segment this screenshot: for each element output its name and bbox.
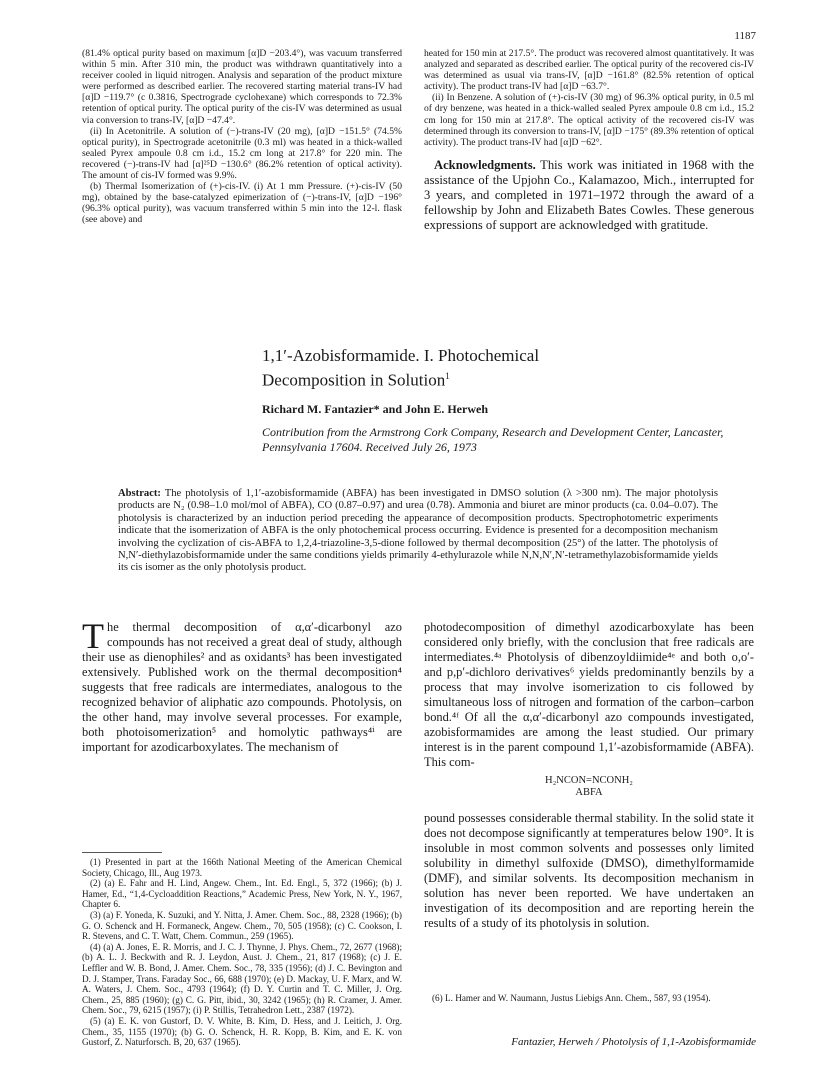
abfa-formula [424,775,754,799]
title-footnote-marker: 1 [445,371,450,381]
page-number: 1187 [734,30,756,42]
footnote: (5) (a) E. K. von Gustorf, D. V. White, B. Kim, D. Hess, and J. Leitich, J. Org. Chem., 35, 1155 (1970); (b) G. O. Schenck, H. R. Kopp, B. Kim, and E. K. von Gustorf, Z. Naturforsch. B, 20, 637 (1965). [82,1015,402,1048]
title-line-2: Decomposition in Solution$^1$ [262,370,450,390]
footnote-rule [82,852,162,853]
drop-cap: T [82,616,104,656]
prev-paragraph: (ii) In Acetonitrile. A solution of (−)-trans-IV (20 mg), [α]D −151.5° (74.5% optical purity), in Spectrograde acetonitrile (0.3 ml) was heated in a thick-walled sealed Pyrex ampoule 0.8 cm i.d., 15.2 cm long at 217.8° for 220 min. The recovered (−)-trans-IV had [α]²⁵D −130.6° (86.2% retention of optical activity). The amount of cis-IV formed was 9.9%. [82,125,402,182]
formula: H₂NCON=NCONH₂ [545,775,633,786]
running-footer: Fantazier, Herweh / Photolysis of 1,1-Azobisformamide [511,1036,756,1048]
prev-article-left-column [82,48,402,226]
body-text: pound possesses considerable thermal stability. In the solid state it does not decompose significantly at temperatures below 190°. It is insoluble in most common solvents and possesses only limited solubility in dimethyl sulfoxide (DMSO), dimethylformamide (DMF), and similar solvents. Its decomposition mechanism in solution has never been reported. We have undertaken an investigation of its decomposition and are reporting herein the results of a study of its photolysis in solution. [424,811,754,930]
footnote: (4) (a) A. Jones, E. R. Morris, and J. C. J. Thynne, J. Phys. Chem., 72, 2677 (1968); (b) A. L. J. Beckwith and R. J. Leydon, Aust. J. Chem., 21, 817 (1968); (c) J. E. Leffler and W. B. Bond, J. Amer. Chem. Soc., 78, 335 (1956); (d) J. C. Bevington and D. J. Stamper, Trans. Faraday Soc., 66, 688 (1970); (e) D. Mackay, U. F. Marx, and W. A. Waters, J. Chem. Soc., 4793 (1964); (f) D. Y. Curtin and T. C. Miller, J. Org. Chem., 25, 885 (1960); (g) C. G. Pitt, ibid., 30, 3242 (1965); (h) R. Cramer, J. Amer. Chem. Soc., 79, 6215 (1957); (i) P. Stillis, Tetrahedron Lett., 2387 (1972). [82,941,402,1016]
formula-label: ABFA [575,787,603,798]
footnotes-left [82,852,402,1048]
prev-article-right-column [424,48,754,233]
ack-text: This work was initiated in 1968 with the assistance of the Upjohn Co., Kalamazoo, Mich., interrupted for 3 years, and completed in 1971–1972 through the award of a fellowship by John and Elizabeth Bates Cowles. These generous expressions of support are acknowledged with gratitude. [424,157,754,232]
prev-paragraph: (81.4% optical purity based on maximum [α]D −203.4°), was vacuum transferred within 5 min. After 310 min, the product was withdrawn quantitatively into a receiver cooled in liquid nitrogen. Analysis and separation of the product mixture were performed as described earlier. The recovered starting material trans-IV had [α]D −119.7° (c 0.3816, Spectrograde cyclohexane) which corresponds to 72.3% retention of optical purity. The optical purity of the cis-IV was determined as usual via conversion to trans-IV, [α]D −47.4°. [82,48,402,126]
body-text: photodecomposition of dimethyl azodicarboxylate has been considered only briefly, with the conclusion that free radicals are intermediates.⁴ᵃ Photolysis of dibenzoyldiimide⁴ᵉ and both o,o′- and p,p′-dichloro derivatives⁶ yields predominantly benzils by a process that may involve isomerization to cis followed by simultaneous loss of nitrogen and formation of the carbon–carbon bond.⁴ᶠ Of all the α,α′-dicarbonyl azo compounds investigated, azobisformamides are among the least studied. Our primary interest is in the parent compound 1,1′-azobisformamide (ABFA). This com- [424,620,754,769]
footnote: (1) Presented in part at the 166th National Meeting of the American Chemical Society, Chicago, Ill., Aug 1973. [82,857,402,878]
affiliation: Contribution from the Armstrong Cork Company, Research and Development Center, Lancaster, Pennsylvania 17604. Received July 26, 1973 [262,425,724,454]
body-left-column [82,616,402,755]
body-right-column [424,620,754,931]
abstract-text: The photolysis of 1,1′-azobisformamide (ABFA) has been investigated in DMSO solution (λ >300 nm). The major photolysis products are N₂ (0.98–1.0 mol/mol of ABFA), CO (0.87–0.97) and urea (0.78). Ammonia and biuret are minor products (ca. 0.04–0.07). The photolysis is characterized by an induction period preceding the appearance of decomposition products. Spectrophotometric experiments indicate that the isomerization of ABFA is the only photochemical process occurring. Evidence is presented for a decomposition mechanism involving the cyclization of cis-ABFA to 1,2,4-triazoline-3,5-dione followed by thermal decomposition (25°) of the latter. The photolysis of N,N′-diethylazobisformamide under the same conditions yields primarily 4-ethylurazole while N,N,N′,N′-tetramethylazobisformamide yields its cis isomer as the only photolysis product. [118,488,718,574]
body-text: he thermal decomposition of α,α′-dicarbonyl azo compounds has not received a great deal of study, although their use as dienophiles² and as oxidants³ has been investigated extensively. Published work on the thermal decomposition⁴ suggests that free radicals are intermediates, analogous to the recognized behavior of aliphatic azo compounds. Photolysis, on the other hand, may involve several processes. For example, both photoisomerization⁵ and homolytic pathways⁴ⁱ are important for azodicarboxylates. The mechanism of [82,620,402,754]
footnote: (3) (a) F. Yoneda, K. Suzuki, and Y. Nitta, J. Amer. Chem. Soc., 88, 2328 (1966); (b) G. O. Schenck and H. Formaneck, Angew. Chem., 70, 505 (1958); (c) C. Cookson, I. R. Stevens, and C. T. Watt, Chem. Commun., 259 (1965). [82,909,402,942]
abstract [118,488,718,575]
authors: Richard M. Fantazier* and John E. Herweh [262,402,488,416]
footnote-right: (6) L. Hamer and W. Naumann, Justus Liebigs Ann. Chem., 587, 93 (1954). [432,993,711,1003]
prev-paragraph: (ii) In Benzene. A solution of (+)-cis-IV (30 mg) of 96.3% optical purity, in 0.5 ml of dry benzene, was heated in a thick-walled sealed Pyrex ampoule 0.8 cm i.d., 15.2 cm long for 150 min at 217.8°. The optical activity of the recovered cis-IV was determined through its conversion to trans-IV, [α]D −175° (89.3% retention of optical activity). The product trans-IV had [α]D −62°. [424,92,754,148]
abstract-label: Abstract: [118,488,161,499]
prev-paragraph: (b) Thermal Isomerization of (+)-cis-IV. (i) At 1 mm Pressure. (+)-cis-IV (50 mg), obtained by the base-catalyzed epimerization of (−)-trans-IV, [α]D −196° (96.3% optical purity), was vacuum transferred within 5 min into the 12-l. flask (see above) and [82,181,402,226]
title-line-1: 1,1′-Azobisformamide. I. Photochemical [262,346,540,365]
acknowledgments [424,158,754,233]
article-title [262,345,722,391]
footnote: (2) (a) E. Fahr and H. Lind, Angew. Chem., Int. Ed. Engl., 5, 372 (1966); (b) J. Hamer, Ed., “1,4-Cycloaddition Reactions,” Academic Press, New York, N. Y., 1967, Chapter 6. [82,878,402,910]
prev-paragraph: heated for 150 min at 217.5°. The product was recovered almost quantitatively. It was analyzed and separated as described earlier. The optical purity of the recovered cis-IV was determined as usual via trans-IV, [α]D −161.8° (82.5% retention of optical activity). The product trans-IV had [α]D −63.7°. [424,48,754,93]
ack-label: Acknowledgments. [434,157,536,172]
